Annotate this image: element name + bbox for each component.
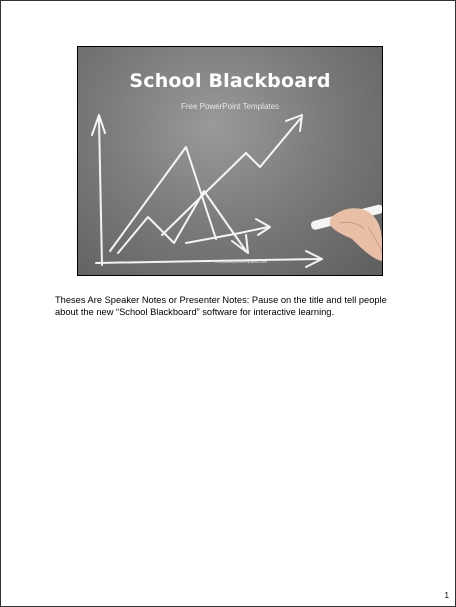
hand-holding-chalk-icon bbox=[310, 204, 382, 261]
y-axis bbox=[99, 119, 102, 265]
slide-thumbnail[interactable] bbox=[77, 46, 383, 276]
page-number: 1 bbox=[444, 591, 449, 600]
chalk-line-4 bbox=[186, 227, 268, 243]
slide-title: School Blackboard bbox=[129, 70, 331, 92]
chalk-line-3-arrow bbox=[286, 115, 302, 131]
speaker-notes: Theses Are Speaker Notes or Presenter Notes: Pause on the title and tell people about the new “School Blackboard” software for interactive learning. bbox=[55, 295, 387, 317]
slide-footer-url: freepowerpointtemplates.com bbox=[214, 259, 268, 264]
slide-subtitle: Free PowerPoint Templates bbox=[180, 102, 280, 111]
chalk-line-2 bbox=[118, 191, 246, 253]
chalk-line-3 bbox=[162, 119, 300, 235]
